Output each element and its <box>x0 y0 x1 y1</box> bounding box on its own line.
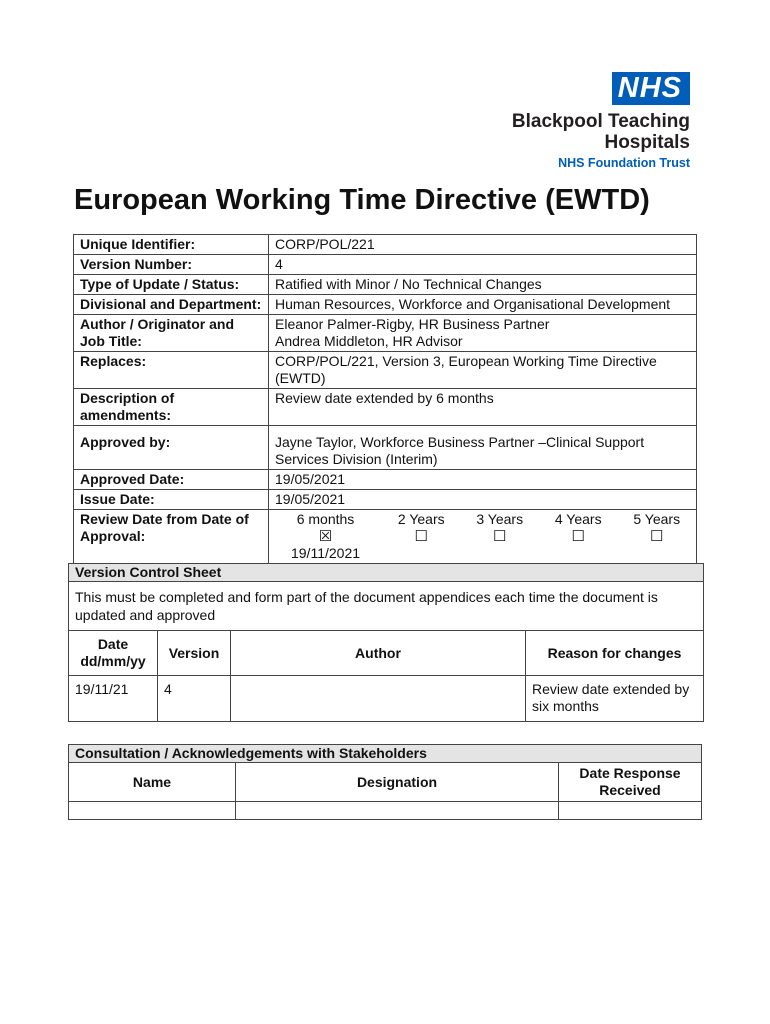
table-row <box>74 490 697 510</box>
consultation-table <box>68 744 702 820</box>
table-row <box>74 235 697 255</box>
org-name-line2: Hospitals <box>604 132 690 153</box>
review-option-label: 3 Years <box>476 511 524 527</box>
review-option-label: 5 Years <box>633 511 681 527</box>
table-row <box>74 470 697 490</box>
version-author <box>231 676 526 722</box>
column-header: Version <box>158 631 231 676</box>
meta-value: CORP/POL/221 <box>269 235 697 255</box>
meta-value: Jayne Taylor, Workforce Business Partner –Clinical Support Services Division (Interim) <box>269 426 697 470</box>
table-row <box>74 426 697 470</box>
checkbox[interactable]: ☐ <box>414 528 428 545</box>
meta-value: 19/05/2021 <box>269 490 697 510</box>
review-date: 19/11/2021 <box>290 545 361 561</box>
column-header: Designation <box>236 763 559 802</box>
version-reason: Review date extended by six months <box>526 676 704 722</box>
meta-key: Type of Update / Status: <box>74 275 269 295</box>
checkbox-checked[interactable]: ☒ <box>318 528 333 545</box>
trust-name: NHS Foundation Trust <box>558 156 690 170</box>
table-row <box>74 255 697 275</box>
meta-key: Divisional and Department: <box>74 295 269 315</box>
table-row <box>74 510 697 564</box>
document-metadata-table <box>73 234 697 564</box>
version-date: 19/11/21 <box>69 676 158 722</box>
meta-key: Approved Date: <box>74 470 269 490</box>
review-option-label: 6 months <box>296 511 355 527</box>
meta-value: Ratified with Minor / No Technical Changes <box>269 275 697 295</box>
version-control-table <box>68 563 704 722</box>
checkbox[interactable]: ☐ <box>493 528 507 545</box>
meta-value: 4 <box>269 255 697 275</box>
meta-key: Review Date from Date of Approval: <box>74 510 269 564</box>
column-header: Name <box>69 763 236 802</box>
review-option-label: 4 Years <box>554 511 602 527</box>
meta-value: CORP/POL/221, Version 3, European Working Time Directive (EWTD) <box>269 352 697 389</box>
meta-key: Description of amendments: <box>74 389 269 426</box>
version-control-heading: Version Control Sheet <box>69 564 704 582</box>
author-line: Eleanor Palmer-Rigby, HR Business Partner <box>275 316 550 332</box>
nhs-badge: NHS <box>612 72 690 105</box>
table-row <box>69 676 704 722</box>
review-options-table <box>269 511 696 562</box>
meta-key: Unique Identifier: <box>74 235 269 255</box>
nhs-logo <box>512 72 690 170</box>
org-name-line1: Blackpool Teaching <box>511 111 690 132</box>
version-control-note: This must be completed and form part of the document appendices each time the document is updated and approved <box>69 582 704 631</box>
table-row <box>74 315 697 352</box>
column-header: Date Response Received <box>559 763 702 802</box>
checkbox[interactable]: ☐ <box>571 528 585 545</box>
author-line: Andrea Middleton, HR Advisor <box>275 333 463 349</box>
meta-key: Version Number: <box>74 255 269 275</box>
column-header: Author <box>231 631 526 676</box>
table-row <box>74 389 697 426</box>
meta-value: 19/05/2021 <box>269 470 697 490</box>
review-options <box>269 510 697 564</box>
table-row <box>74 295 697 315</box>
meta-value <box>269 315 697 352</box>
page-title: European Working Time Directive (EWTD) <box>74 184 650 216</box>
consultation-heading: Consultation / Acknowledgements with Stakeholders <box>69 745 702 763</box>
column-header: Date dd/mm/yy <box>69 631 158 676</box>
meta-value: Review date extended by 6 months <box>269 389 697 426</box>
meta-key: Approved by: <box>74 426 269 470</box>
meta-key: Issue Date: <box>74 490 269 510</box>
column-header: Reason for changes <box>526 631 704 676</box>
review-option-label: 2 Years <box>397 511 445 527</box>
version-number: 4 <box>158 676 231 722</box>
meta-value: Human Resources, Workforce and Organisational Development <box>269 295 697 315</box>
table-row <box>74 352 697 389</box>
table-row <box>69 802 702 820</box>
table-row <box>74 275 697 295</box>
meta-key: Replaces: <box>74 352 269 389</box>
checkbox[interactable]: ☐ <box>650 528 664 545</box>
meta-key: Author / Originator and Job Title: <box>74 315 269 352</box>
